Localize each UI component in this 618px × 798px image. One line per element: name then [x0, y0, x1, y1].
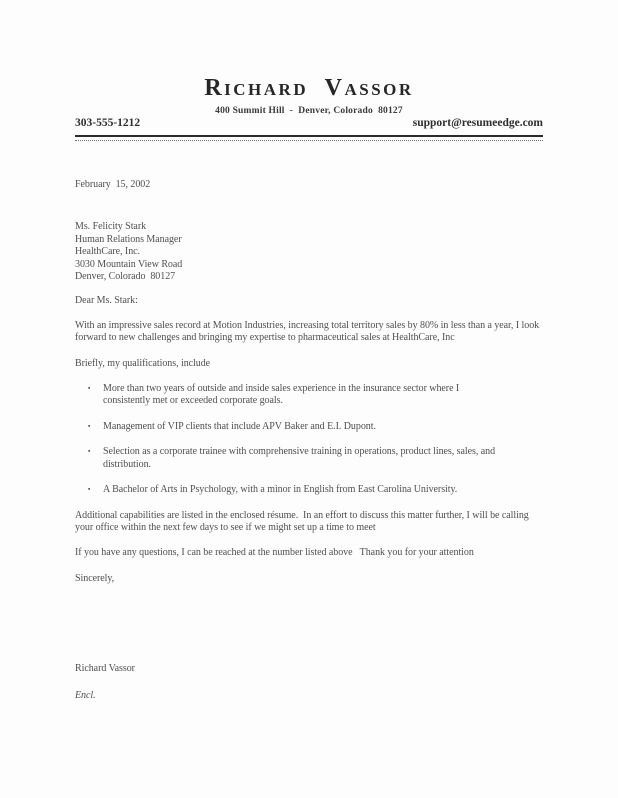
- letterhead-phone: 303-555-1212: [75, 117, 141, 129]
- recipient-city: Denver, Colorado 80127: [75, 271, 176, 283]
- letterhead-divider: [75, 135, 543, 141]
- list-item: [88, 484, 549, 496]
- list-item: [88, 383, 549, 408]
- bullet-text: A Bachelor of Arts in Psychology, with a minor in English from East Carolina University.: [103, 484, 458, 496]
- bullet-text: Management of VIP clients that include APV Baker and E.I. Dupont.: [103, 420, 376, 432]
- recipient-name: Ms. Felicity Stark: [75, 221, 147, 233]
- recipient-block: [75, 221, 549, 283]
- valediction: Sincerely,: [75, 572, 115, 584]
- signature-name: Richard Vassor: [75, 663, 135, 675]
- list-item: [88, 421, 549, 433]
- bullet-text: Selection as a corporate trainee with comprehensive training in operations, product lines, sales, and distribution.: [103, 446, 498, 470]
- bullet-square-icon: ▪: [88, 385, 91, 393]
- recipient-title: Human Relations Manager: [75, 233, 182, 245]
- list-item: [88, 446, 549, 471]
- salutation: Dear Ms. Stark:: [75, 295, 138, 307]
- qualifications-list: [75, 383, 549, 496]
- bullet-square-icon: ▪: [88, 448, 91, 456]
- questions-paragraph: If you have any questions, I can be reached at the number listed above Thank you for your attention: [75, 547, 474, 559]
- letterhead-contact-row: [75, 117, 543, 130]
- recipient-company: HealthCare, Inc.: [75, 246, 141, 258]
- bullet-square-icon: ▪: [88, 486, 91, 494]
- letterhead-address: 400 Summit Hill - Denver, Colorado 80127: [215, 106, 403, 116]
- letter-date: February 15, 2002: [75, 179, 151, 190]
- bullet-text: More than two years of outside and inside sales experience in the insurance sector where I consistently met or exceeded corporate goals.: [103, 383, 462, 407]
- follow-up-paragraph: Additional capabilities are listed in the enclosed résume. In an effort to discuss this matter further, I will be calling your office within the next few days to see if we might set up a time to meet: [75, 509, 532, 533]
- recipient-street: 3030 Mountain View Road: [75, 258, 183, 270]
- letter-body: [75, 179, 549, 702]
- bullet-square-icon: ▪: [88, 422, 91, 430]
- letterhead-email: support@resumeedge.com: [412, 117, 543, 129]
- intro-paragraph: With an impressive sales record at Motion Industries, increasing total territory sales by 80% in less than a year, I look forward to new challenges and bringing my expertise to pharmaceutical sales at HealthCare, Inc: [75, 319, 542, 344]
- qualifications-lead: Briefly, my qualifications, include: [75, 357, 211, 369]
- letterhead: [0, 74, 618, 141]
- enclosure-note: Encl.: [75, 689, 96, 701]
- letterhead-name: Richard Vassor: [204, 75, 414, 101]
